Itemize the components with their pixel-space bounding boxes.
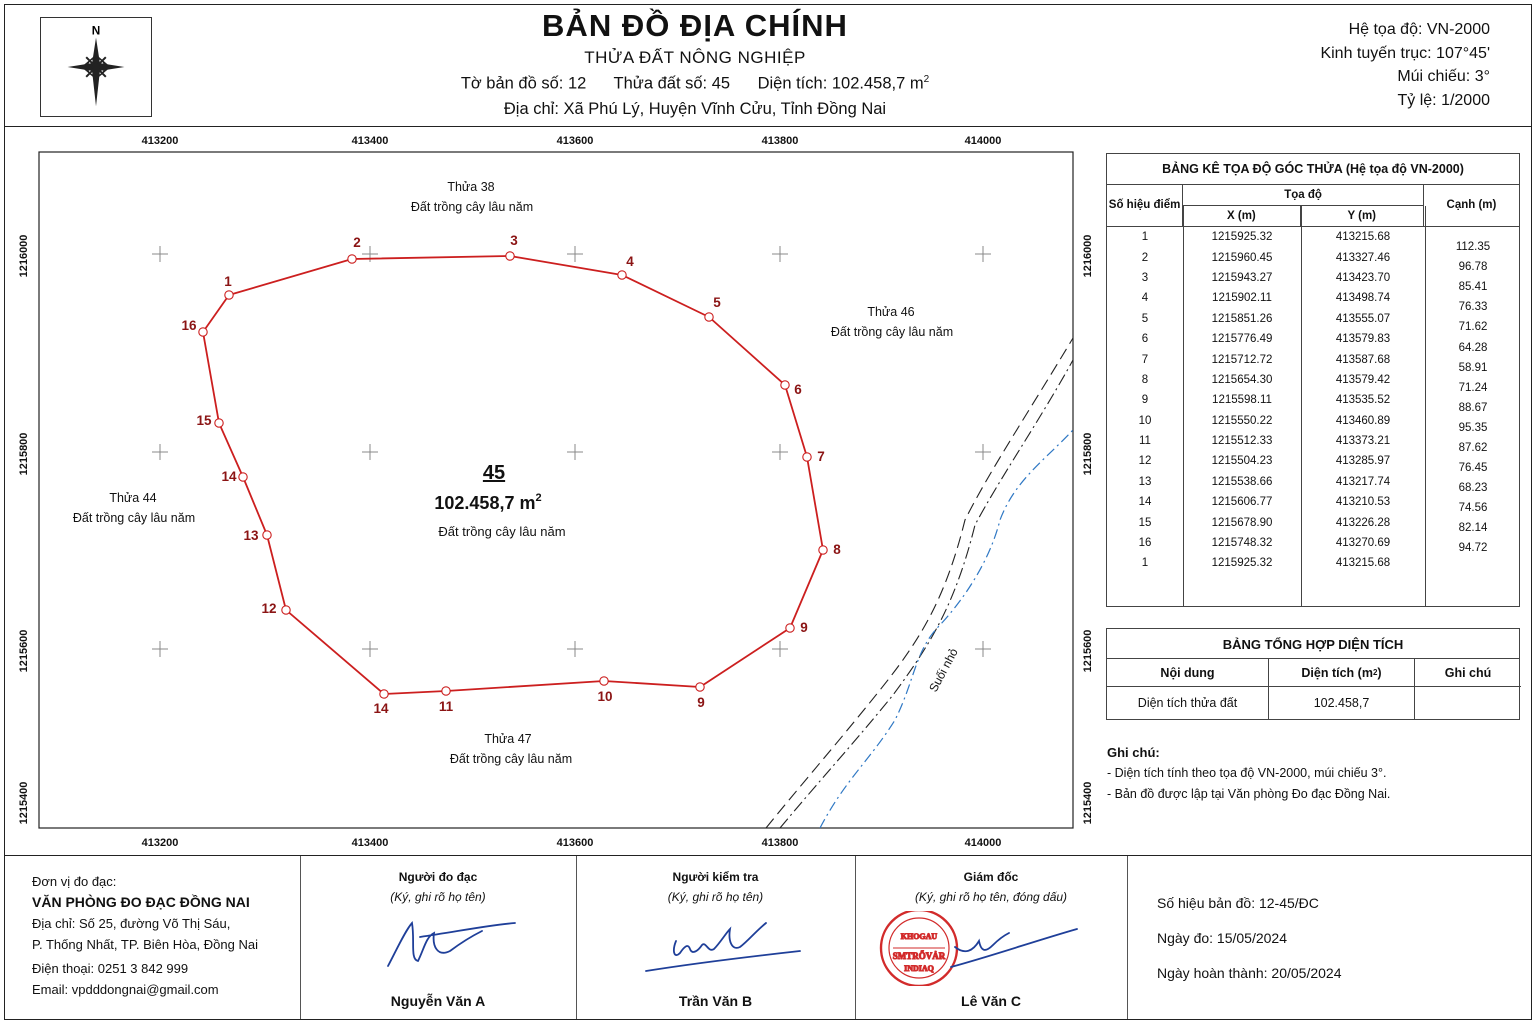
vertex-label: 11	[438, 699, 454, 714]
vertex-label: 5	[713, 295, 721, 310]
neighbor-name: Thửa 47	[484, 732, 532, 746]
area-table-title: BẢNG TỔNG HỢP DIỆN TÍCH	[1107, 629, 1519, 659]
edge-length: 85.41	[1458, 281, 1488, 294]
edge-length: 58.91	[1458, 361, 1488, 374]
y-tick-left: 1216000	[18, 234, 30, 278]
neighbor-use: Đất trồng cây lâu năm	[410, 200, 534, 214]
coord-y: 413327.46	[1335, 251, 1391, 264]
director-name: Lê Văn C	[961, 993, 1021, 1009]
area-col-area-text: Diện tích (m	[1301, 665, 1373, 680]
coord-y: 413579.42	[1335, 373, 1391, 386]
coord-point: 13	[1138, 475, 1152, 488]
coord-x: 1215512.33	[1211, 435, 1273, 448]
coord-x: 1215943.27	[1211, 271, 1273, 284]
vertex-label: 2	[353, 235, 361, 250]
coord-row	[1107, 227, 1425, 247]
director-seal-and-signature	[855, 911, 1127, 986]
coord-point: 5	[1141, 312, 1149, 325]
x-tick-bottom: 413200	[141, 837, 179, 849]
surveyor-instruction: (Ký, ghi rõ họ tên)	[390, 890, 486, 904]
x-tick-bottom: 414000	[964, 837, 1002, 849]
vertex-label: 10	[597, 689, 613, 704]
edge-length: 68.23	[1458, 482, 1488, 495]
surveyor-name: Nguyễn Văn A	[390, 993, 486, 1009]
col-y: Y (m)	[1300, 205, 1423, 226]
parcel-area: Diện tích: 102.458,7 m	[757, 74, 924, 93]
svg-text:INDIAQ: INDIAQ	[904, 964, 934, 973]
vertex-label: 7	[817, 449, 825, 464]
coord-x: 1215925.32	[1211, 231, 1273, 244]
vertex-marker	[803, 453, 811, 461]
map-title: BẢN ĐỒ ĐỊA CHÍNH	[542, 8, 848, 43]
coord-point: 16	[1138, 537, 1152, 550]
neighbor-use: Đất trồng cây lâu năm	[449, 752, 573, 766]
footer-divider	[1127, 856, 1128, 1019]
vertex-label: 9	[697, 695, 705, 710]
neighbor-name: Thửa 46	[867, 305, 915, 319]
coord-y: 413270.69	[1335, 537, 1391, 550]
x-tick-top: 413400	[351, 135, 389, 147]
col-edge: Cạnh (m)	[1423, 185, 1519, 226]
area-row-content: Diện tích thửa đất	[1107, 687, 1269, 719]
coord-x: 1215678.90	[1211, 516, 1273, 529]
checker-name: Trần Văn B	[678, 993, 753, 1009]
area-col-note: Ghi chú	[1415, 659, 1521, 687]
coord-x: 1215504.23	[1211, 455, 1273, 468]
neighbor-use: Đất trồng cây lâu năm	[830, 325, 954, 339]
col-x: X (m)	[1183, 205, 1300, 226]
coord-x: 1215654.30	[1211, 373, 1273, 386]
y-tick-right: 1216000	[1082, 234, 1094, 278]
coord-point: 1	[1141, 557, 1149, 570]
coord-row	[1107, 472, 1425, 492]
stream-label: Suối nhỏ	[926, 645, 961, 695]
projection-info	[1320, 18, 1490, 112]
col-point: Số hiệu điểm	[1107, 185, 1183, 226]
vertex-label: 15	[196, 413, 212, 428]
parcel-id: 45	[482, 462, 506, 484]
checker-signature	[576, 911, 855, 986]
vertex-marker	[199, 328, 207, 336]
y-tick-left: 1215400	[18, 781, 30, 825]
surveyor-role: Người đo đạc	[398, 870, 478, 884]
col-coord: Tọa độ	[1183, 185, 1424, 205]
vertex-marker	[618, 271, 626, 279]
map-subtitle: THỬA ĐẤT NÔNG NGHIỆP	[584, 48, 806, 67]
edge-lengths	[1425, 237, 1521, 559]
vertex-label: 12	[261, 601, 277, 616]
coord-x: 1215606.77	[1211, 496, 1273, 509]
vertex-label: 16	[181, 318, 197, 333]
area-row-note	[1415, 687, 1521, 719]
vertex-marker	[819, 546, 827, 554]
coord-row	[1107, 512, 1425, 532]
coord-row	[1107, 431, 1425, 451]
org-phone: Điện thoại: 0251 3 842 999	[32, 961, 189, 976]
x-tick-top: 413200	[141, 135, 179, 147]
vertex-marker	[705, 313, 713, 321]
note-line: - Diện tích tính theo tọa độ VN-2000, múi chiếu 3°.	[1107, 766, 1387, 780]
coord-point: 1	[1141, 231, 1149, 244]
vertex-label: 9	[800, 620, 808, 635]
vertex-marker	[600, 677, 608, 685]
coord-point: 2	[1141, 251, 1149, 264]
parcel-area-label	[434, 492, 541, 513]
x-tick-bottom: 413600	[556, 837, 594, 849]
coord-table-title: BẢNG KÊ TỌA ĐỘ GÓC THỬA (Hệ tọa độ VN-2000)	[1107, 154, 1519, 185]
vertex-marker	[239, 473, 247, 481]
vertex-marker	[215, 419, 223, 427]
parcel-address: Địa chỉ: Xã Phú Lý, Huyện Vĩnh Cửu, Tỉnh Đồng Nai	[503, 100, 887, 118]
checker-signature-block	[576, 856, 855, 1019]
area-row-value: 102.458,7	[1269, 687, 1415, 719]
edge-length: 64.28	[1458, 341, 1488, 354]
edge-length: 87.62	[1458, 441, 1488, 454]
vertex-label: 8	[833, 542, 841, 557]
vertex-marker	[506, 252, 514, 260]
north-label: N	[91, 24, 101, 38]
edge-length: 95.35	[1458, 421, 1488, 434]
coord-y: 413373.21	[1335, 435, 1391, 448]
director-role: Giám đốc	[963, 870, 1019, 884]
x-tick-top: 414000	[964, 135, 1002, 147]
vertex-marker	[786, 624, 794, 632]
x-tick-bottom: 413400	[351, 837, 389, 849]
edge-length: 71.24	[1458, 381, 1488, 394]
vertex-label: 14	[373, 701, 389, 716]
coord-y: 413285.97	[1335, 455, 1391, 468]
coord-x: 1215960.45	[1211, 251, 1273, 264]
edge-length: 112.35	[1455, 241, 1491, 254]
coord-row	[1107, 329, 1425, 349]
parcel-area-value: 102.458,7 m	[434, 493, 536, 513]
coord-row	[1107, 411, 1425, 431]
coord-x: 1215538.66	[1211, 475, 1273, 488]
vertex-marker	[781, 381, 789, 389]
neighbor-name: Thửa 44	[109, 491, 157, 505]
edge-length: 76.45	[1458, 462, 1488, 475]
vertex-marker	[225, 291, 233, 299]
coord-row	[1107, 309, 1425, 329]
coord-point: 14	[1138, 496, 1152, 509]
org-name: VĂN PHÒNG ĐO ĐẠC ĐỒNG NAI	[32, 894, 250, 910]
completion-date: Ngày hoàn thành: 20/05/2024	[1157, 965, 1342, 981]
coord-point: 4	[1141, 292, 1149, 305]
north-arrow-box	[40, 17, 152, 117]
central-meridian: Kinh tuyến trục: 107°45'	[1320, 44, 1490, 62]
official-stamp-icon	[881, 911, 957, 986]
parcel-number: Thửa đất số: 45	[613, 74, 731, 93]
vertex-label: 1	[224, 274, 232, 289]
coord-table-header	[1107, 185, 1519, 227]
svg-text:KHOGAU: KHOGAU	[900, 932, 938, 941]
coord-y: 413226.28	[1335, 516, 1391, 529]
org-email: Email: vpdddongnai@gmail.com	[32, 982, 219, 997]
vertex-marker	[348, 255, 356, 263]
note-line: - Bản đồ được lập tại Văn phòng Đo đạc Đồng Nai.	[1107, 787, 1391, 801]
surveyor-signature	[300, 911, 576, 986]
coord-x: 1215550.22	[1211, 414, 1273, 427]
notes	[1107, 742, 1390, 805]
director-signature-block	[855, 856, 1127, 1019]
area-col-area-close: )	[1377, 665, 1382, 680]
sheet-code: Số hiệu bản đồ: 12-45/ĐC	[1157, 895, 1319, 911]
coord-system: Hệ tọa độ: VN-2000	[1348, 21, 1490, 38]
coord-rows	[1107, 227, 1425, 574]
coord-x: 1215748.32	[1211, 537, 1273, 550]
coord-y: 413498.74	[1335, 292, 1391, 305]
coord-row	[1107, 268, 1425, 288]
area-col-area-sup: 2	[1372, 668, 1378, 677]
neighbor-use: Đất trồng cây lâu năm	[72, 511, 196, 525]
coord-point: 10	[1138, 414, 1152, 427]
coord-row	[1107, 370, 1425, 390]
notes-heading: Ghi chú:	[1107, 745, 1160, 760]
coord-point: 3	[1141, 271, 1149, 284]
vertex-marker	[442, 687, 450, 695]
coord-row	[1107, 390, 1425, 410]
y-tick-right: 1215800	[1082, 432, 1094, 476]
coord-y: 413215.68	[1335, 231, 1391, 244]
coordinate-table	[1106, 153, 1520, 607]
header-separator	[4, 126, 1532, 127]
edge-length: 71.62	[1458, 321, 1488, 334]
coord-row	[1107, 288, 1425, 308]
coord-point: 7	[1141, 353, 1149, 366]
parcel-land-use: Đất trồng cây lâu năm	[438, 524, 566, 539]
coord-y: 413210.53	[1335, 496, 1391, 509]
org-address-1: Địa chỉ: Số 25, đường Võ Thị Sáu,	[32, 916, 231, 931]
area-col-area	[1269, 659, 1415, 687]
vertex-label: 14	[221, 469, 237, 484]
y-tick-left: 1215600	[18, 629, 30, 673]
coord-x: 1215776.49	[1211, 333, 1273, 346]
area-col-content: Nội dung	[1107, 659, 1269, 687]
sheet-number: Tờ bản đồ số: 12	[460, 74, 587, 93]
coord-y: 413555.07	[1335, 312, 1391, 325]
coord-row	[1107, 349, 1425, 369]
survey-date: Ngày đo: 15/05/2024	[1157, 930, 1287, 946]
vertex-label: 6	[794, 382, 802, 397]
org-label: Đơn vị đo đạc:	[32, 874, 117, 889]
coord-x: 1215851.26	[1211, 312, 1273, 325]
edge-length: 74.56	[1458, 502, 1488, 515]
vertex-label: 4	[626, 254, 634, 269]
vertex-marker	[282, 606, 290, 614]
coord-point: 6	[1141, 333, 1149, 346]
coord-point: 12	[1138, 455, 1152, 468]
x-tick-top: 413600	[556, 135, 594, 147]
svg-text:SMTRỖVẢR: SMTRỖVẢR	[892, 951, 946, 961]
edge-length: 82.14	[1458, 522, 1488, 535]
parcel-info-line	[390, 74, 1000, 94]
org-address-2: P. Thống Nhất, TP. Biên Hòa, Đồng Nai	[32, 937, 258, 952]
compass-icon	[41, 18, 151, 116]
area-unit-sup: 2	[923, 74, 930, 85]
coord-x: 1215598.11	[1212, 394, 1272, 407]
coord-row	[1107, 533, 1425, 553]
coord-x: 1215925.32	[1211, 557, 1273, 570]
coord-point: 8	[1141, 373, 1149, 386]
coord-point: 11	[1139, 435, 1151, 448]
coord-row	[1107, 492, 1425, 512]
coord-y: 413535.52	[1335, 394, 1391, 407]
parcel-area-sup: 2	[535, 492, 542, 504]
vertex-marker	[696, 683, 704, 691]
coord-x: 1215902.11	[1212, 292, 1272, 305]
edge-length: 96.78	[1458, 261, 1488, 274]
coord-y: 413579.83	[1335, 333, 1391, 346]
coord-point: 9	[1141, 394, 1149, 407]
coord-point: 15	[1138, 516, 1152, 529]
map-scale: Tỷ lệ: 1/2000	[1397, 91, 1490, 109]
coord-x: 1215712.72	[1211, 353, 1273, 366]
x-tick-top: 413800	[761, 135, 799, 147]
coord-row	[1107, 553, 1425, 573]
map-metadata	[1157, 856, 1342, 1019]
survey-organization	[32, 871, 258, 1000]
vertex-marker	[380, 690, 388, 698]
y-tick-right: 1215400	[1082, 781, 1094, 825]
y-tick-right: 1215600	[1082, 629, 1094, 673]
area-table-grid	[1107, 659, 1519, 719]
vertex-marker	[263, 531, 271, 539]
checker-instruction: (Ký, ghi rõ họ tên)	[667, 890, 764, 904]
y-tick-left: 1215800	[18, 432, 30, 476]
surveyor-signature-block	[300, 856, 576, 1019]
vertex-label: 13	[243, 528, 259, 543]
projection-zone: Múi chiếu: 3°	[1397, 68, 1490, 85]
area-summary-table	[1106, 628, 1520, 720]
vertex-label: 3	[510, 233, 518, 248]
coord-row	[1107, 247, 1425, 267]
coord-y: 413587.68	[1335, 353, 1391, 366]
edge-length: 76.33	[1458, 301, 1488, 314]
neighbor-name: Thửa 38	[447, 180, 495, 194]
x-tick-bottom: 413800	[761, 837, 799, 849]
checker-role: Người kiểm tra	[672, 870, 759, 884]
coord-y: 413460.89	[1335, 414, 1391, 427]
edge-length: 88.67	[1458, 401, 1488, 414]
coord-y: 413423.70	[1335, 271, 1391, 284]
coord-y: 413217.74	[1335, 475, 1391, 488]
edge-length: 94.72	[1458, 542, 1488, 555]
coord-row	[1107, 451, 1425, 471]
director-instruction: (Ký, ghi rõ họ tên, đóng dấu)	[914, 890, 1068, 904]
coord-y: 413215.68	[1335, 557, 1391, 570]
